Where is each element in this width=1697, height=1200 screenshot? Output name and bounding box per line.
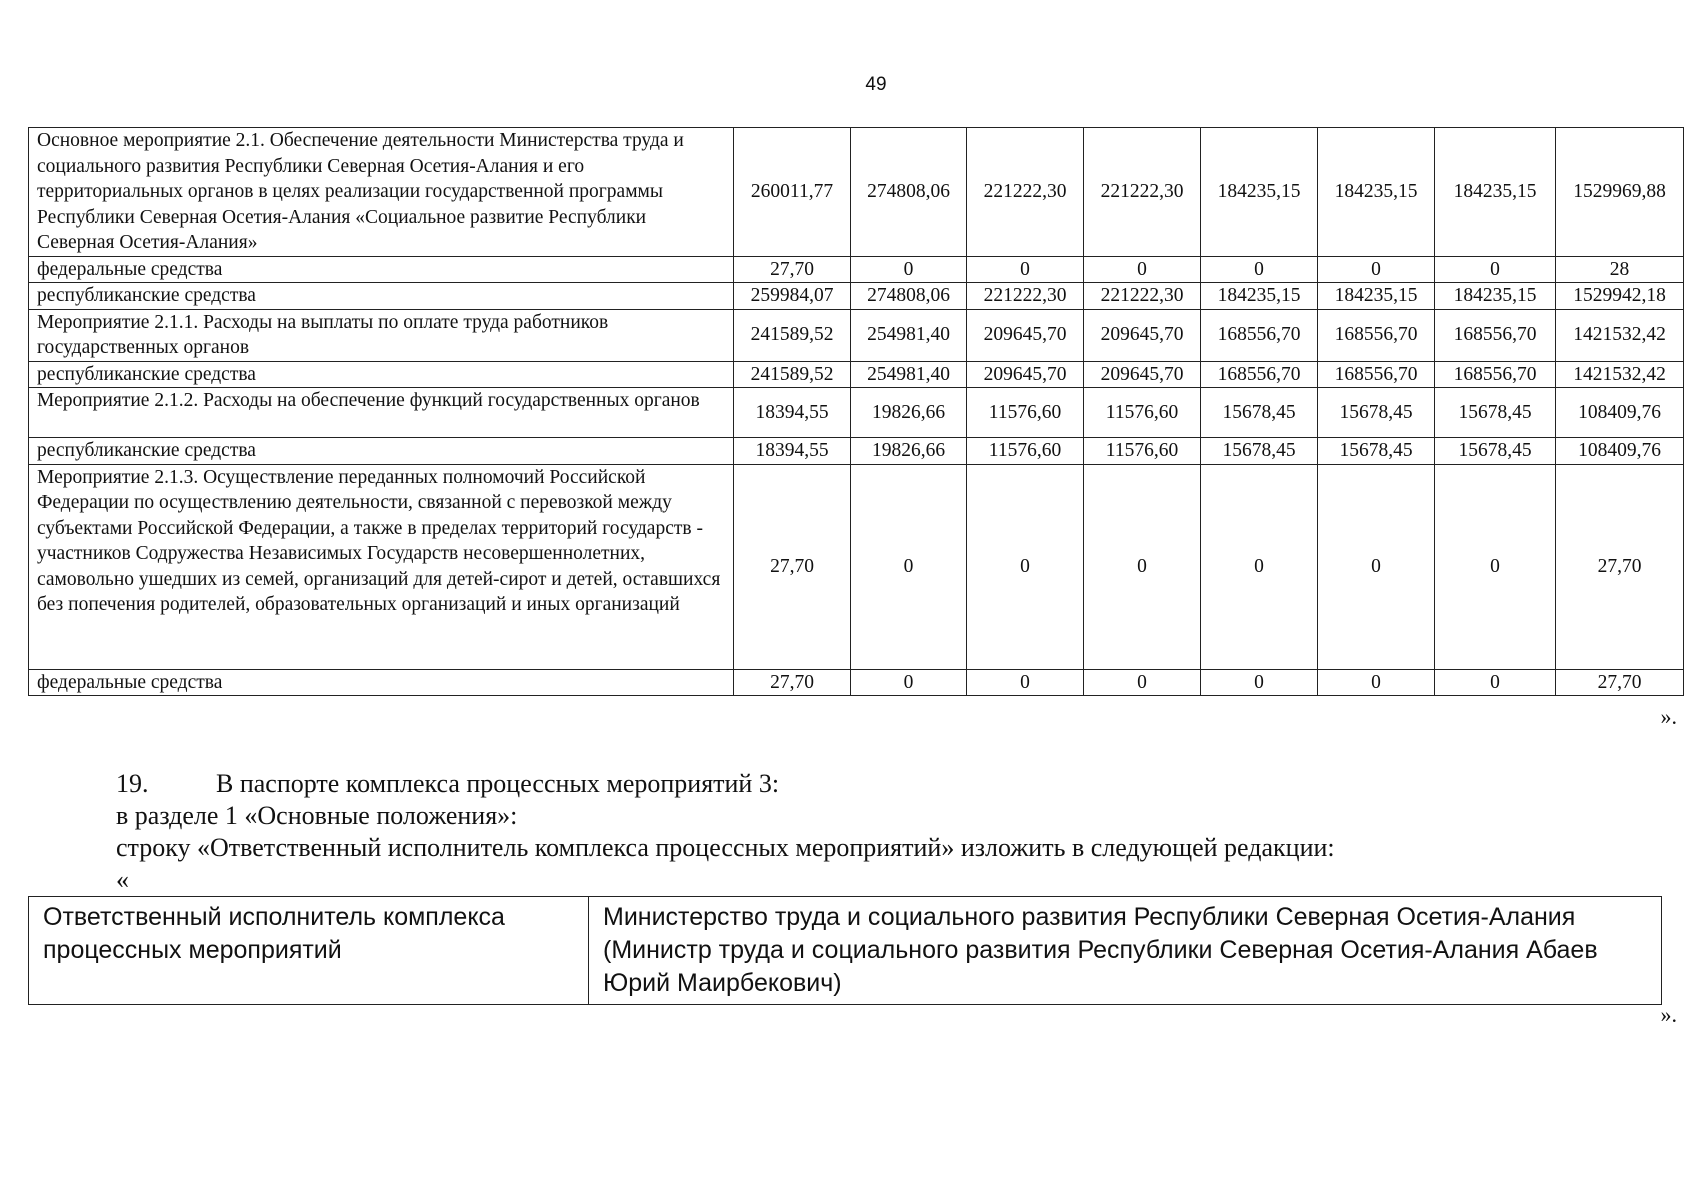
value-cell: 209645,70 xyxy=(967,361,1084,388)
value-cell: 0 xyxy=(1084,669,1201,696)
value-cell: 241589,52 xyxy=(734,361,851,388)
row-name-cell: республиканские средства xyxy=(29,361,734,388)
value-cell: 0 xyxy=(1435,669,1556,696)
passport-table xyxy=(28,896,1662,1005)
amendment-item xyxy=(116,768,779,799)
value-cell: 209645,70 xyxy=(1084,309,1201,361)
value-cell: 209645,70 xyxy=(1084,361,1201,388)
value-cell: 221222,30 xyxy=(1084,283,1201,310)
value-cell: 1529942,18 xyxy=(1556,283,1684,310)
final-close-quote: ». xyxy=(1660,1002,1677,1027)
value-cell: 19826,66 xyxy=(851,438,967,465)
value-cell: 184235,15 xyxy=(1435,128,1556,257)
passport-label: Ответственный исполнитель комплекса процессных мероприятий xyxy=(29,897,589,1005)
value-cell: 259984,07 xyxy=(734,283,851,310)
value-cell: 0 xyxy=(1201,256,1318,283)
value-cell: 19826,66 xyxy=(851,388,967,438)
value-cell: 184235,15 xyxy=(1435,283,1556,310)
value-cell: 108409,76 xyxy=(1556,388,1684,438)
row-name-cell: федеральные средства xyxy=(29,256,734,283)
value-cell: 0 xyxy=(967,669,1084,696)
value-cell: 11576,60 xyxy=(967,438,1084,465)
value-cell: 0 xyxy=(1201,669,1318,696)
value-cell: 27,70 xyxy=(734,464,851,669)
value-cell: 15678,45 xyxy=(1435,388,1556,438)
table-close-quote: ». xyxy=(1660,704,1677,729)
value-cell: 15678,45 xyxy=(1201,438,1318,465)
value-cell: 274808,06 xyxy=(851,283,967,310)
table-row xyxy=(29,361,1684,388)
value-cell: 0 xyxy=(851,256,967,283)
table-row xyxy=(29,669,1684,696)
value-cell: 0 xyxy=(851,669,967,696)
item-text: В паспорте комплекса процессных мероприятий 3: xyxy=(216,769,780,798)
table-row xyxy=(29,283,1684,310)
value-cell: 11576,60 xyxy=(1084,388,1201,438)
value-cell: 168556,70 xyxy=(1435,361,1556,388)
value-cell: 0 xyxy=(1318,669,1435,696)
value-cell: 18394,55 xyxy=(734,438,851,465)
row-name-cell: республиканские средства xyxy=(29,283,734,310)
value-cell: 168556,70 xyxy=(1318,361,1435,388)
row-name-cell: Мероприятие 2.1.1. Расходы на выплаты по оплате труда работников государственных органов xyxy=(29,309,734,361)
value-cell: 27,70 xyxy=(1556,669,1684,696)
value-cell: 260011,77 xyxy=(734,128,851,257)
value-cell: 0 xyxy=(1084,464,1201,669)
value-cell: 221222,30 xyxy=(1084,128,1201,257)
table-row xyxy=(29,438,1684,465)
value-cell: 1421532,42 xyxy=(1556,361,1684,388)
row-name-cell: Мероприятие 2.1.3. Осуществление переданных полномочий Российской Федерации по осуществлению деятельности, связанной с перевозкой между субъектами Российской Федерации, а также в пределах территорий государств - участников Содружества Независимых Государств несовершеннолетних, самовольно ушедших из семей, организаций для детей-сирот и детей, оставшихся без попечения родителей, образовательных организаций и иных организаций xyxy=(29,464,734,669)
value-cell: 274808,06 xyxy=(851,128,967,257)
value-cell: 15678,45 xyxy=(1201,388,1318,438)
value-cell: 0 xyxy=(967,256,1084,283)
budget-table xyxy=(28,127,1684,696)
value-cell: 168556,70 xyxy=(1435,309,1556,361)
value-cell: 1529969,88 xyxy=(1556,128,1684,257)
value-cell: 209645,70 xyxy=(967,309,1084,361)
value-cell: 0 xyxy=(967,464,1084,669)
value-cell: 18394,55 xyxy=(734,388,851,438)
value-cell: 15678,45 xyxy=(1318,388,1435,438)
value-cell: 184235,15 xyxy=(1201,128,1318,257)
value-cell: 254981,40 xyxy=(851,361,967,388)
value-cell: 27,70 xyxy=(734,669,851,696)
value-cell: 108409,76 xyxy=(1556,438,1684,465)
passport-value: Министерство труда и социального развития Республики Северная Осетия-Алания (Министр труда и социального развития Республики Северная Осетия-Алания Абаев Юрий Маирбекович) xyxy=(589,897,1662,1005)
open-quote: « xyxy=(116,865,129,894)
value-cell: 11576,60 xyxy=(1084,438,1201,465)
value-cell: 27,70 xyxy=(1556,464,1684,669)
value-cell: 0 xyxy=(1318,464,1435,669)
row-name-cell: федеральные средства xyxy=(29,669,734,696)
page-number: 49 xyxy=(865,74,887,95)
budget-table-body xyxy=(29,128,1684,696)
value-cell: 0 xyxy=(1084,256,1201,283)
value-cell: 184235,15 xyxy=(1318,283,1435,310)
value-cell: 1421532,42 xyxy=(1556,309,1684,361)
section-line: в разделе 1 «Основные положения»: xyxy=(116,801,518,830)
value-cell: 221222,30 xyxy=(967,128,1084,257)
item-number: 19. xyxy=(116,769,149,798)
row-name-cell: республиканские средства xyxy=(29,438,734,465)
value-cell: 28 xyxy=(1556,256,1684,283)
value-cell: 168556,70 xyxy=(1201,361,1318,388)
value-cell: 15678,45 xyxy=(1318,438,1435,465)
table-row xyxy=(29,388,1684,438)
table-row xyxy=(29,256,1684,283)
table-row xyxy=(29,128,1684,257)
value-cell: 0 xyxy=(1435,464,1556,669)
value-cell: 184235,15 xyxy=(1318,128,1435,257)
value-cell: 168556,70 xyxy=(1201,309,1318,361)
value-cell: 0 xyxy=(1435,256,1556,283)
value-cell: 0 xyxy=(1318,256,1435,283)
value-cell: 168556,70 xyxy=(1318,309,1435,361)
value-cell: 27,70 xyxy=(734,256,851,283)
instruction-line: строку «Ответственный исполнитель комплекса процессных мероприятий» изложить в следующей редакции: xyxy=(116,833,1335,862)
value-cell: 254981,40 xyxy=(851,309,967,361)
row-name-cell: Мероприятие 2.1.2. Расходы на обеспечение функций государственных органов xyxy=(29,388,734,438)
value-cell: 184235,15 xyxy=(1201,283,1318,310)
row-name-cell: Основное мероприятие 2.1. Обеспечение деятельности Министерства труда и социального развития Республики Северная Осетия-Алания и его территориальных органов в целях реализации государственной программы Республики Северная Осетия-Алания «Социальное развитие Республики Северная Осетия-Алания» xyxy=(29,128,734,257)
table-row xyxy=(29,309,1684,361)
passport-row xyxy=(29,897,1662,1005)
value-cell: 11576,60 xyxy=(967,388,1084,438)
table-row xyxy=(29,464,1684,669)
value-cell: 0 xyxy=(851,464,967,669)
value-cell: 241589,52 xyxy=(734,309,851,361)
value-cell: 0 xyxy=(1201,464,1318,669)
value-cell: 221222,30 xyxy=(967,283,1084,310)
value-cell: 15678,45 xyxy=(1435,438,1556,465)
